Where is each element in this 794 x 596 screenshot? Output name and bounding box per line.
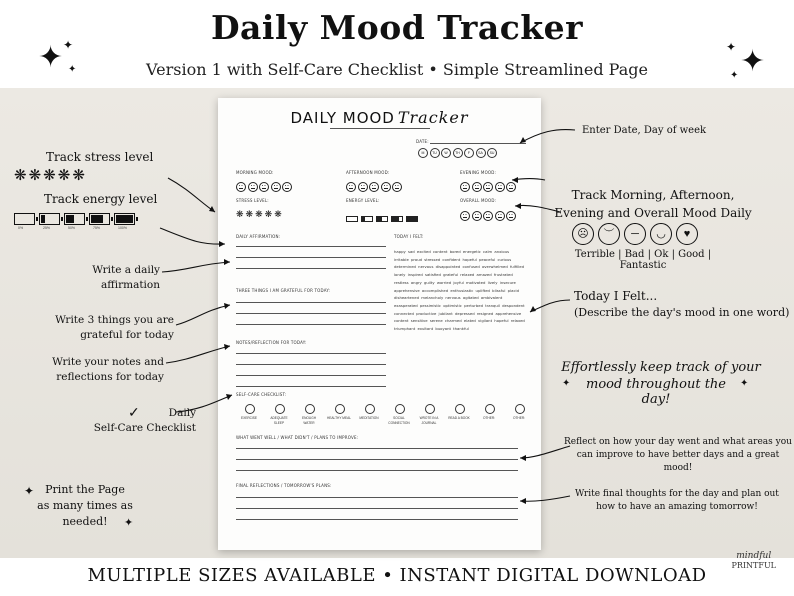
weekday-circle: SU	[487, 148, 497, 158]
afternoon-mood-faces	[346, 179, 404, 197]
morning-mood-label: MORNING MOOD:	[236, 170, 274, 175]
stress-icon-row	[14, 166, 87, 184]
evening-mood-label: EVENING MOOD:	[460, 170, 497, 175]
checklist-item-label: OTHER:	[512, 416, 526, 420]
weekday-circle: F	[464, 148, 474, 158]
page-title: Daily Mood Tracker	[210, 8, 584, 47]
mood-face-icon: ◡	[650, 223, 672, 245]
energy-level-label: ENERGY LEVEL:	[346, 198, 380, 203]
felt-title-annotation: Today I Felt...	[574, 289, 658, 303]
afternoon-mood-label: AFTERNOON MOOD:	[346, 170, 390, 175]
went-well-line	[236, 448, 518, 449]
reflect-annotation: Reflect on how your day went and what areas you can improve to have better days and a great mood!	[564, 437, 792, 473]
stress-level-label: STRESS LEVEL:	[236, 198, 269, 203]
notes-line	[236, 364, 386, 365]
self-care-label: SELF-CARE CHECKLIST:	[236, 392, 287, 397]
checklist-item-label: ADEQUATE SLEEP	[270, 416, 288, 425]
battery-icon	[64, 213, 85, 225]
track-stress-annotation: Track stress level	[46, 150, 154, 164]
sparkle-icon: ✦	[63, 38, 74, 52]
checklist-item-label: WROTE IN A JOURNAL	[419, 416, 439, 425]
date-line	[430, 143, 526, 144]
affirmation-label: DAILY AFFIRMATION:	[236, 234, 281, 239]
grateful-line	[236, 313, 386, 314]
sparkle-icon: ✦	[24, 484, 35, 498]
weekday-circle: TU	[430, 148, 440, 158]
date-label: DATE:	[416, 139, 429, 144]
sparkle-icon: ✦	[726, 40, 737, 54]
checklist-item-label: ENOUGH WATER	[302, 416, 316, 425]
effortless-annotation-1: Effortlessly keep track of your	[561, 360, 761, 375]
feelings-word-list: happy sad excited content bored energetic calm anxious irritable proud stressed confident hopeful peaceful curious determined nervous disappointed confused overwhelmed fulfilled lonely inspired satisfied grateful relaxed amazed frustrated restless angry guilty worried joyful motivated lively insecure apprehensive accomplished enthusiastic uplifted blissful placid disheartened melancholy nervous agitated ambivalent exasperated pessimistic optimistic perturbed tranquil despondent connected productive jubilant depressed resigned apprehensive content sensitive serene charmed elated vigilant hopeful relaxed triumphant exultant buoyant thankful	[394, 249, 525, 332]
affirmation-annotation: Write a daily affirmation	[92, 264, 160, 291]
title-underline	[330, 128, 430, 129]
evening-mood-faces	[460, 179, 518, 197]
battery-label: 0%	[18, 226, 24, 230]
footer-banner: MULTIPLE SIZES AVAILABLE • INSTANT DIGITAL DOWNLOAD	[87, 565, 707, 586]
battery-label: 75%	[93, 226, 101, 230]
battery-icon	[14, 213, 35, 225]
energy-batteries	[346, 209, 421, 227]
mood-face-icon: ─	[624, 223, 646, 245]
checkmark-icon: ✓	[128, 405, 140, 421]
checklist-circle	[305, 404, 315, 414]
print-annotation: Print the Page as many times as needed!	[37, 483, 133, 528]
grateful-line	[236, 324, 386, 325]
weekday-circle: SA	[476, 148, 486, 158]
battery-label: 100%	[118, 226, 127, 230]
battery-label: 50%	[68, 226, 76, 230]
checklist-item-label: MEDITATION	[359, 416, 379, 420]
stress-icon: ❋	[57, 167, 73, 184]
checklist-circle	[485, 404, 495, 414]
checklist-circle	[455, 404, 465, 414]
brand-line-1: mindful	[736, 551, 772, 561]
final-line	[236, 508, 518, 509]
brand-logo	[731, 552, 776, 571]
checklist-circle	[245, 404, 255, 414]
sparkle-icon: ✦	[730, 70, 739, 81]
checklist-item-label: OTHER:	[482, 416, 496, 420]
battery-icon	[114, 213, 135, 225]
mood-face-icon: ♥	[676, 223, 698, 245]
sparkle-icon: ✦	[68, 64, 77, 75]
final-line	[236, 519, 518, 520]
stress-icon: ❋	[28, 167, 44, 184]
effortless-annotation-2: mood throughout the day!	[586, 377, 726, 407]
checklist-circle	[395, 404, 405, 414]
grateful-annotation: Write 3 things you are grateful for today	[55, 314, 174, 341]
checklist-item-label: READ A BOOK	[448, 416, 470, 420]
final-reflections-label: FINAL REFLECTIONS / TOMORROW'S PLANS:	[236, 483, 332, 488]
checklist-circle	[515, 404, 525, 414]
mood-face-icon: ☹	[572, 223, 594, 245]
weekday-circle: TH	[453, 148, 463, 158]
grateful-label: THREE THINGS I AM GRATEFUL FOR TODAY:	[236, 288, 331, 293]
overall-mood-label: OVERALL MOOD:	[460, 198, 497, 203]
notes-line	[236, 375, 386, 376]
checklist-item-label: SOCIAL CONNECTION	[388, 416, 410, 425]
checklist-circle	[335, 404, 345, 414]
sparkle-icon: ✦	[124, 516, 134, 529]
mood-face-row	[572, 223, 702, 245]
sparkle-icon: ✦	[562, 378, 571, 389]
stress-icons: ❋ ❋ ❋ ❋ ❋	[236, 209, 282, 219]
notes-line	[236, 353, 386, 354]
notes-annotation: Write your notes and reflections for today	[52, 356, 164, 383]
battery-label: 25%	[43, 226, 51, 230]
stress-icon: ❋	[43, 167, 58, 184]
final-annotation: Write final thoughts for the day and plan out how to have an amazing tomorrow!	[575, 489, 779, 512]
grateful-line	[236, 302, 386, 303]
weekday-circle: M	[418, 148, 428, 158]
date-annotation: Enter Date, Day of week	[582, 125, 707, 136]
brand-line-2: PRINTFUL	[731, 560, 776, 570]
sheet-title-main: DAILY MOOD	[290, 109, 395, 127]
went-well-label: WHAT WENT WELL / WHAT DIDN'T / PLANS TO IMPROVE:	[236, 435, 359, 440]
checklist-item-label: EXERCISE	[240, 416, 258, 420]
battery-icon	[89, 213, 110, 225]
page-subtitle: Version 1 with Self-Care Checklist • Simple Streamlined Page	[146, 60, 648, 79]
morning-mood-faces	[236, 179, 294, 197]
track-energy-annotation: Track energy level	[44, 192, 158, 206]
sheet-title-script: Tracker	[397, 108, 469, 127]
stress-icon: ❋	[72, 167, 87, 184]
sparkle-icon: ✦	[740, 44, 766, 79]
went-well-line	[236, 470, 518, 471]
battery-icon	[39, 213, 60, 225]
mood-scale-annotation: Terrible | Bad | Ok | Good | Fantastic	[574, 249, 712, 271]
went-well-line	[236, 459, 518, 460]
weekday-row	[418, 148, 499, 166]
affirmation-line	[236, 268, 386, 269]
overall-mood-faces	[460, 208, 518, 226]
notes-line	[236, 386, 386, 387]
sparkle-icon: ✦	[740, 378, 749, 389]
today-i-felt-label: TODAY I FELT:	[394, 234, 424, 239]
checklist-circle	[365, 404, 375, 414]
affirmation-line	[236, 246, 386, 247]
weekday-circle: W	[441, 148, 451, 158]
checklist-annotation: Daily Self-Care Checklist	[93, 407, 196, 434]
checklist-circle	[425, 404, 435, 414]
stress-icon: ❋	[14, 167, 29, 184]
felt-sub-annotation: (Describe the day's mood in one word)	[574, 306, 790, 319]
affirmation-line	[236, 257, 386, 258]
mood-face-icon: ︶	[598, 223, 620, 245]
sparkle-icon: ✦	[38, 40, 64, 75]
sheet-title	[218, 108, 541, 127]
notes-label: NOTES/REFLECTION FOR TODAY:	[236, 340, 307, 345]
printable-sheet	[218, 98, 541, 550]
final-line	[236, 497, 518, 498]
mood-annotation: Track Morning, Afternoon, Evening and Overall Mood Daily	[554, 188, 752, 220]
checklist-item-label: HEALTHY MEAL	[327, 416, 351, 420]
checklist-circle	[275, 404, 285, 414]
